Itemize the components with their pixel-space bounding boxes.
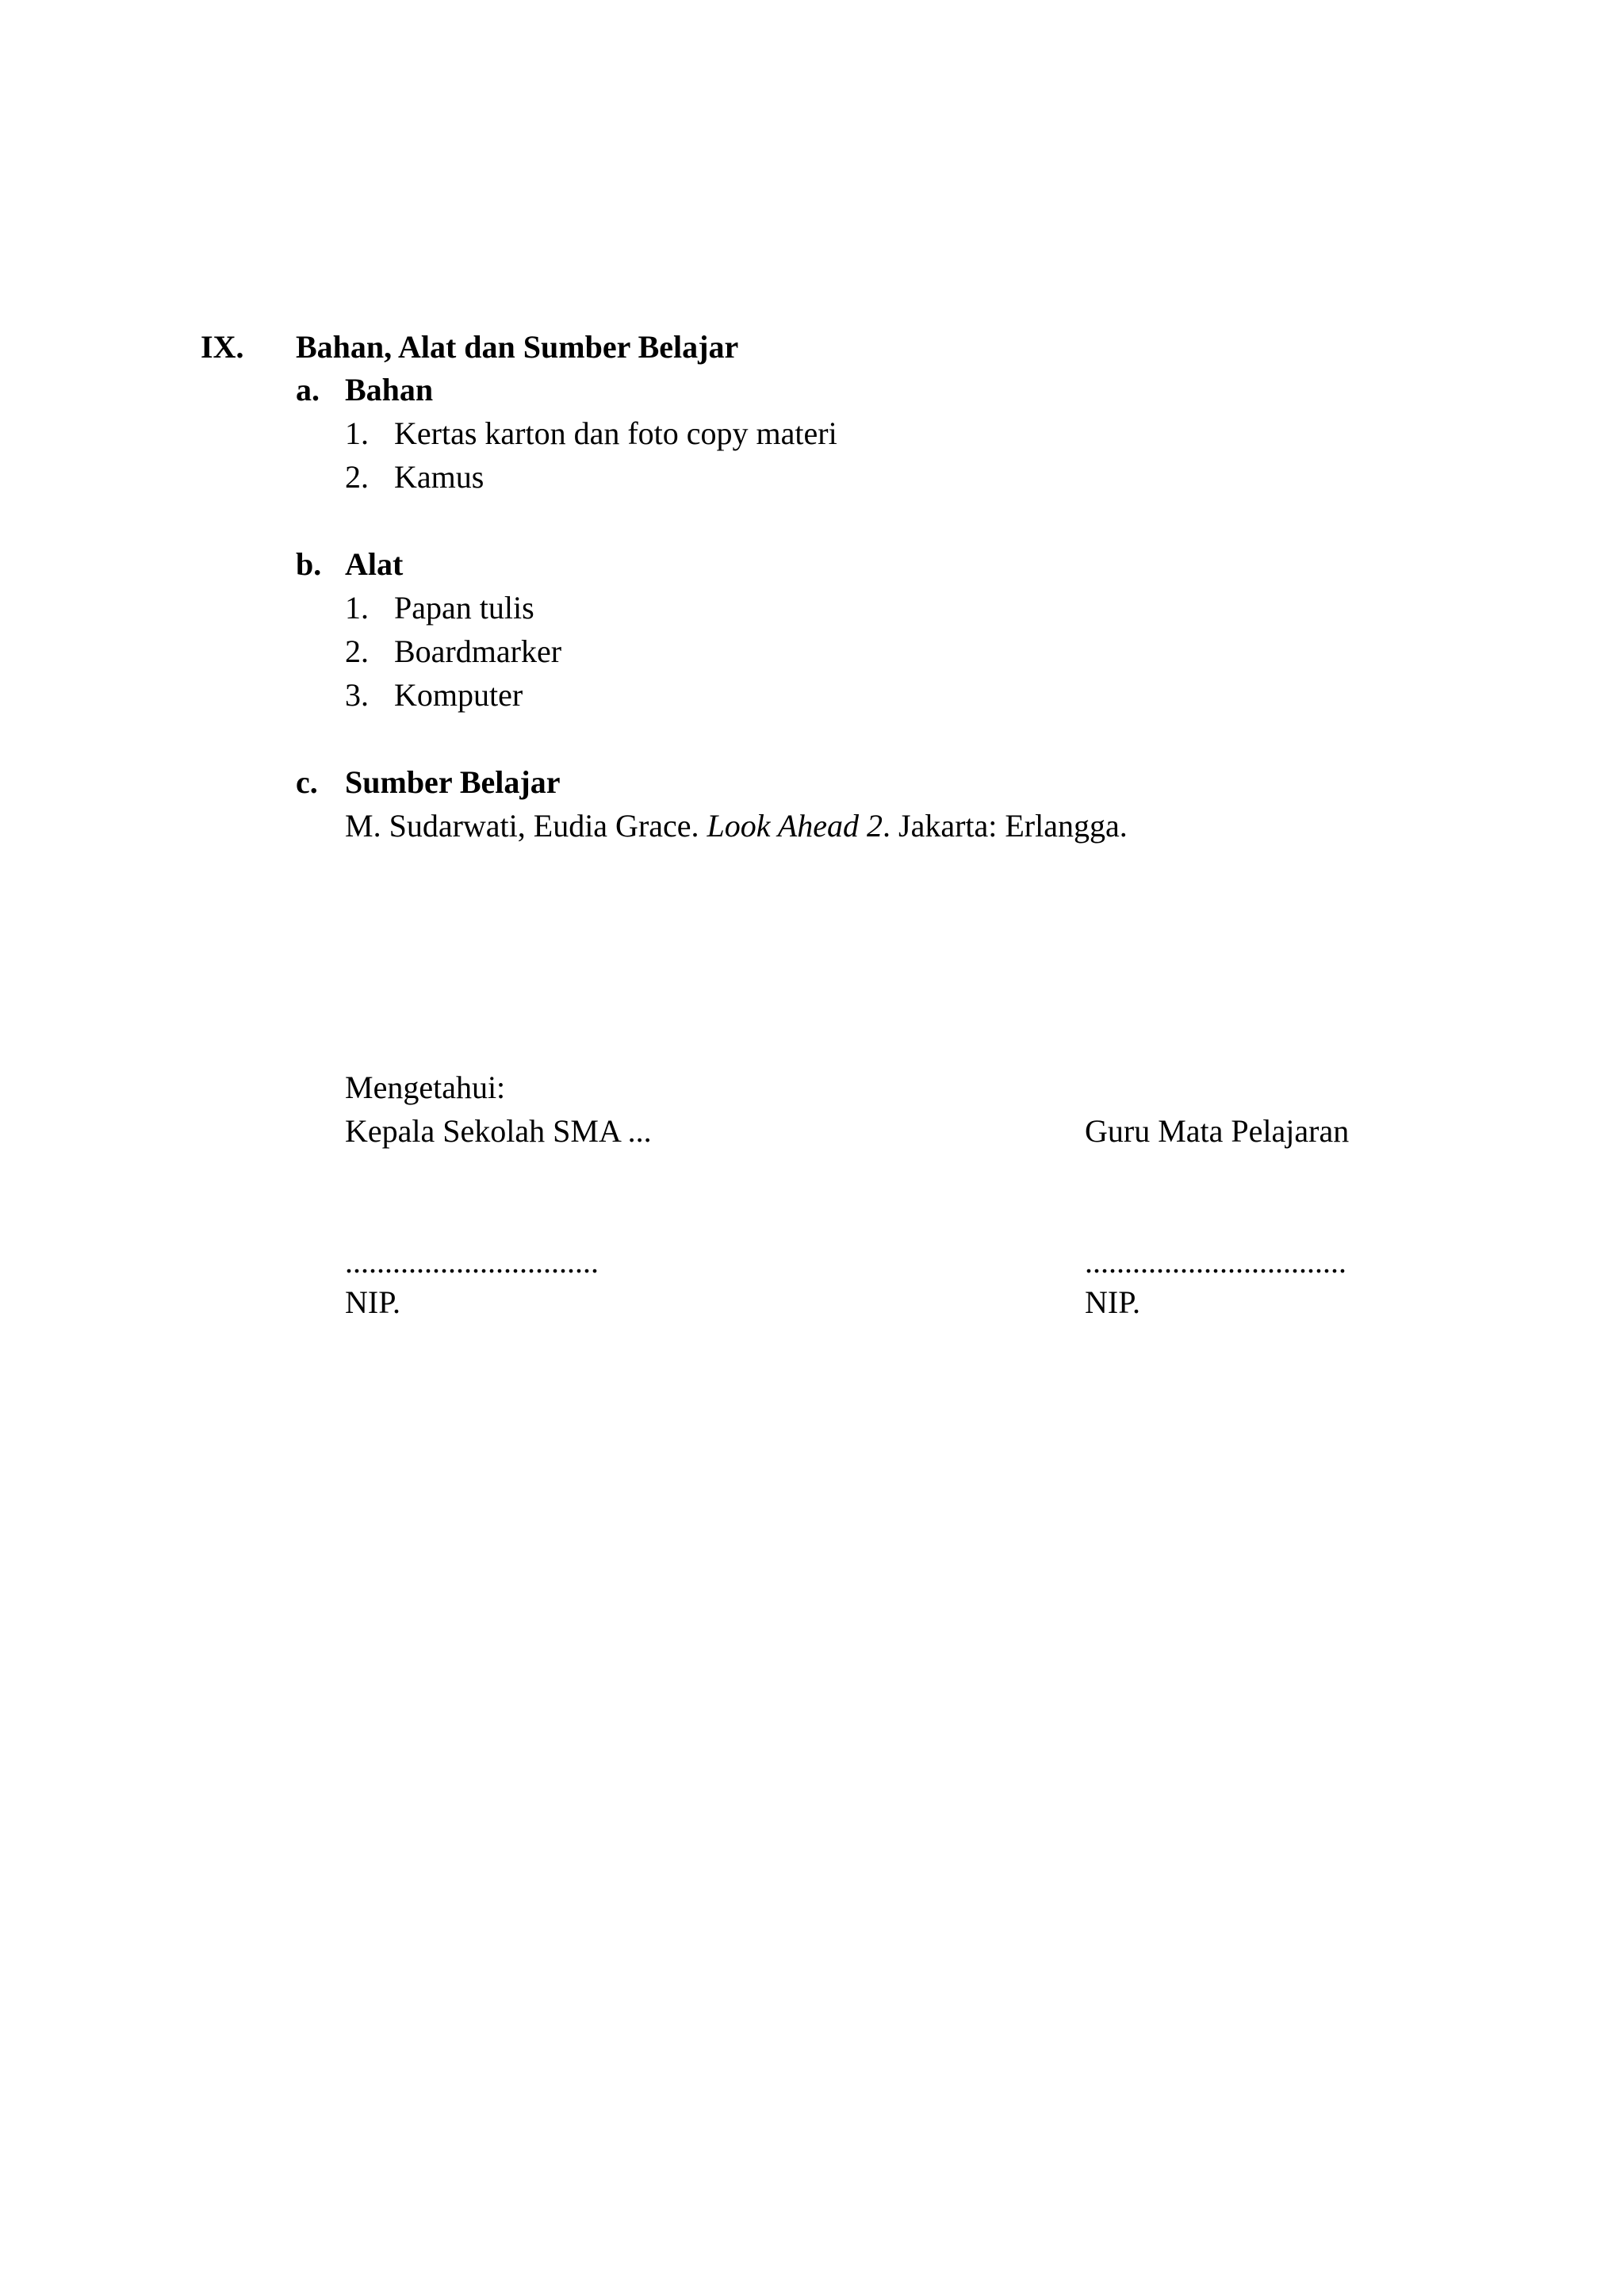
- signature-intro: Mengetahui:: [345, 1070, 506, 1105]
- teacher-name-line: .................................: [1085, 1244, 1346, 1280]
- subsection-title-alat: Alat: [345, 546, 404, 582]
- list-item-text: Boardmarker: [394, 633, 562, 669]
- list-item-text: Papan tulis: [394, 590, 534, 626]
- list-item-number: 3.: [345, 677, 369, 713]
- reference-publisher: . Jakarta: Erlangga.: [883, 808, 1128, 844]
- reference-line: [345, 807, 1128, 845]
- subsection-marker-b: b.: [296, 546, 322, 582]
- list-item-number: 1.: [345, 590, 369, 626]
- principal-role: Kepala Sekolah SMA ...: [345, 1113, 652, 1149]
- reference-authors: M. Sudarwati, Eudia Grace.: [345, 808, 699, 844]
- section-numeral: IX.: [201, 329, 244, 365]
- list-item-number: 1.: [345, 415, 369, 451]
- subsection-title-sumber-belajar: Sumber Belajar: [345, 764, 561, 800]
- list-item-number: 2.: [345, 459, 369, 495]
- principal-nip-label: NIP.: [345, 1284, 401, 1320]
- list-item-text: Kamus: [394, 459, 485, 495]
- list-item-text: Kertas karton dan foto copy materi: [394, 415, 837, 451]
- reference-book-title: Look Ahead 2: [707, 808, 883, 844]
- teacher-role: Guru Mata Pelajaran: [1085, 1113, 1350, 1149]
- subsection-title-bahan: Bahan: [345, 372, 434, 408]
- list-item-text: Komputer: [394, 677, 523, 713]
- section-title: Bahan, Alat dan Sumber Belajar: [296, 329, 739, 365]
- list-item-number: 2.: [345, 633, 369, 669]
- subsection-marker-c: c.: [296, 764, 318, 800]
- teacher-nip-label: NIP.: [1085, 1284, 1141, 1320]
- subsection-marker-a: a.: [296, 372, 320, 408]
- principal-name-line: ................................: [345, 1244, 599, 1280]
